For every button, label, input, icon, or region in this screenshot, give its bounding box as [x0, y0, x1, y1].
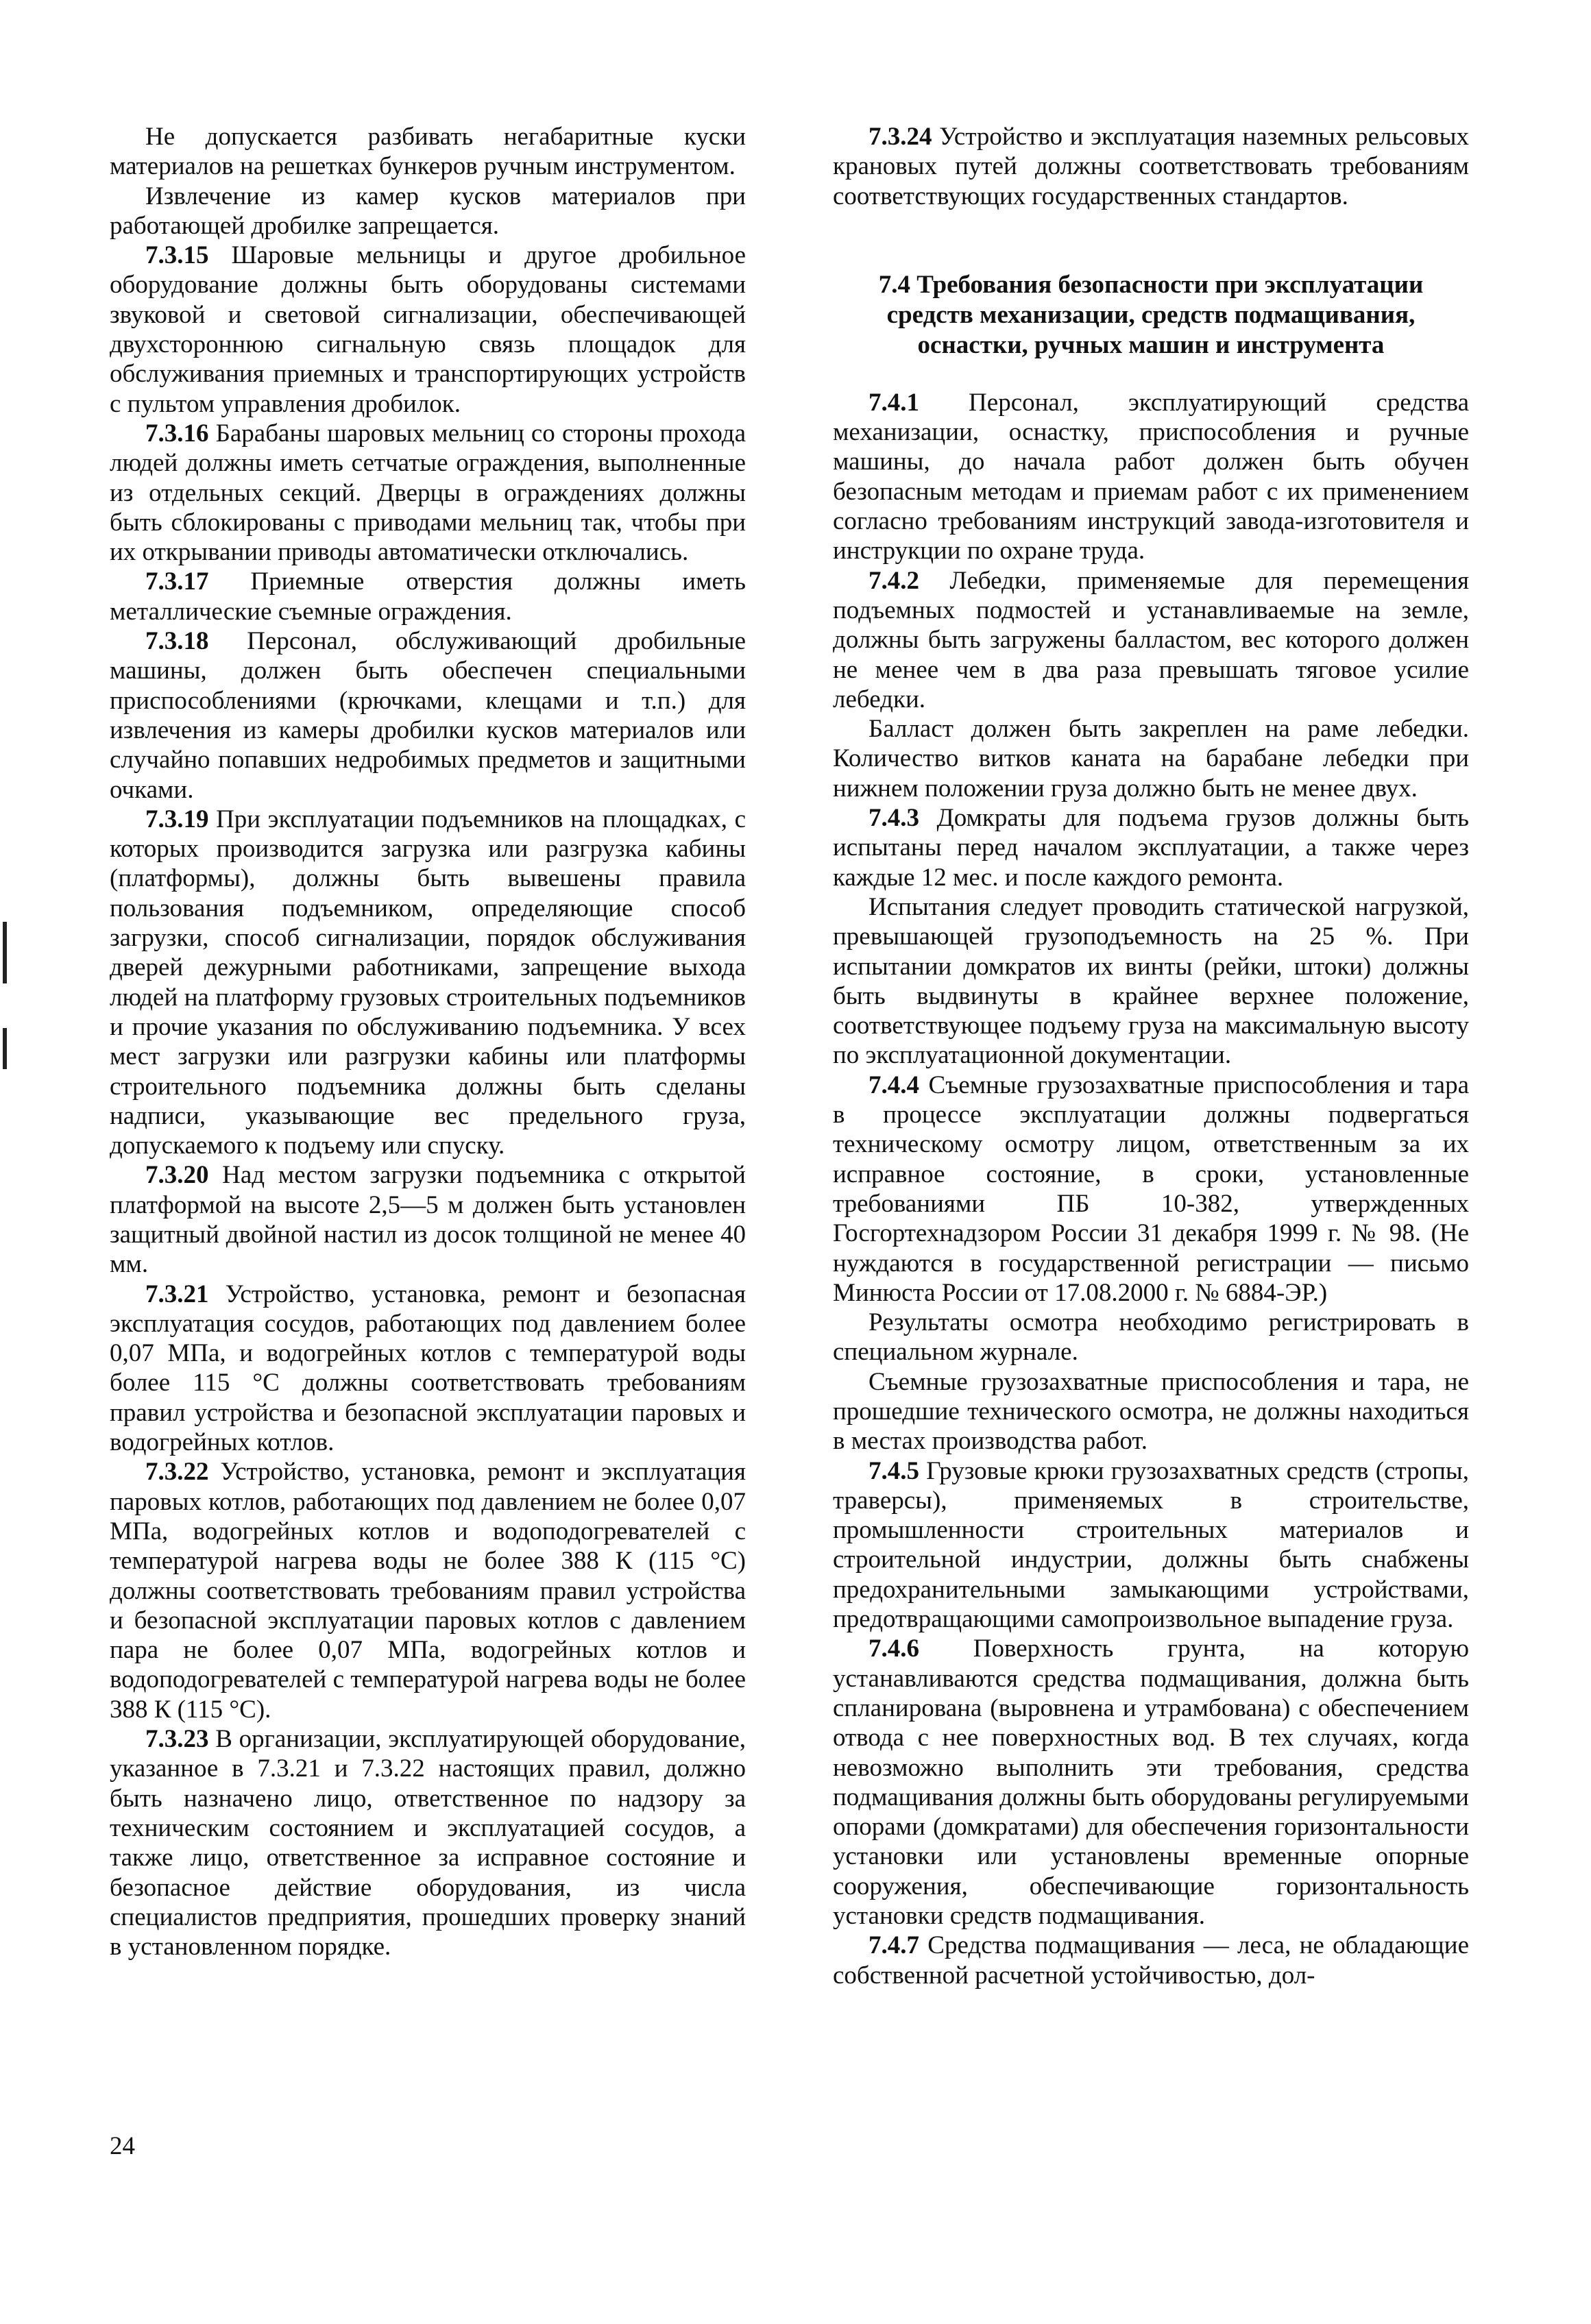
right-column-main: [833, 388, 1469, 1990]
paragraph-text: Персонал, эксплуатирующий средства механизации, оснастку, приспособления и ручные машины, до начала работ должен быть обучен безопасным методам и приемам работ с их применением согласно требованиям инструкций завода-изготовителя и инструкции по охране труда.: [833, 388, 1469, 565]
paragraph-text: Устройство, установка, ремонт и эксплуатация паровых котлов, работающих под давлением не более 0,07 МПа, водогрейных котлов и водоподогревателей с температурой нагрева воды не более 388 К (115 °С) должны соответствовать требованиям правил устройства и безопасной эксплуатации паровых котлов с давлением пара не более 0,07 МПа, водогрейных котлов и водоподогревателей с температурой нагрева воды не более 388 К (115 °С).: [110, 1458, 746, 1724]
paragraph-text: Результаты осмотра необходимо регистрировать в специальном журнале.: [833, 1308, 1469, 1367]
clause-paragraph: [110, 1724, 746, 1961]
clause-paragraph: [110, 626, 746, 805]
paragraph-text: При эксплуатации подъемников на площадках, с которых производится загрузка или разгрузка кабины (платформы), должны быть вывешены правила пользования подъемником, определяющие способ загрузки, способ сигнализации, порядок обслуживания дверей дежурными работниками, запрещение выхода людей на платформу грузовых строительных подъемников и прочие указания по обслуживанию подъемника. У всех мест загрузки или разгрузки кабины или платформы строительного подъемника должны быть сделаны надписи, указывающие вес предельного груза, допускаемого к подъему или спуску.: [110, 805, 746, 1160]
paragraph-text: Съемные грузозахватные приспособления и тара в процессе эксплуатации должны подвергаться техническому осмотру лицом, ответственным за их исправное состояние, в сроки, установленные требованиями ПБ 10-382, утвержденных Госгортехнадзором России 31 декабря 1999 г. № 98. (Не нуждаются в государственной регистрации — письмо Минюста России от 17.08.2000 г. № 6884-ЭР.): [833, 1071, 1469, 1307]
clause-paragraph: [110, 1280, 746, 1458]
right-column-top: [833, 122, 1469, 211]
body-paragraph: [833, 1308, 1469, 1367]
clause-paragraph: [110, 805, 746, 1161]
paragraph-text: Испытания следует проводить статической нагрузкой, превышающей грузоподъемность на 25 %. При испытании домкратов их винты (рейки, штоки) должны быть выдвинуты в крайнее верхнее положение, соответствующее подъему груза на максимальную высоту по эксплуатационной документации.: [833, 892, 1469, 1070]
clause-number: 7.4.6: [869, 1635, 919, 1663]
clause-number: 7.3.17: [145, 567, 209, 596]
body-paragraph: [110, 122, 746, 182]
clause-paragraph: [110, 1457, 746, 1724]
clause-number: 7.3.16: [145, 419, 209, 448]
clause-number: 7.4.3: [869, 804, 919, 833]
paragraph-text: Персонал, обслуживающий дробильные машины, должен быть обеспечен специальными приспособлениями (крючками, клещами и т.п.) для извлечения из камеры дробилки кусков материалов или случайно попавших недробимых предметов и защитными очками.: [110, 627, 746, 804]
clause-number: 7.3.19: [145, 805, 209, 833]
clause-number: 7.3.21: [145, 1280, 209, 1308]
paragraph-text: Грузовые крюки грузозахватных средств (стропы, траверсы), применяемых в строительстве, промышленности строительных материалов и строительной индустрии, должны быть снабжены предохранительными замыкающими устройствами, предотвращающими самопроизвольное выпадение груза.: [833, 1456, 1469, 1634]
clause-paragraph: [110, 419, 746, 567]
clause-paragraph: [833, 388, 1469, 566]
clause-paragraph: [833, 803, 1469, 892]
clause-paragraph: [833, 1634, 1469, 1931]
clause-number: 7.3.15: [145, 241, 209, 270]
right-column: [833, 122, 1469, 1990]
body-paragraph: [833, 714, 1469, 803]
clause-paragraph: [110, 241, 746, 419]
body-paragraph: [833, 1367, 1469, 1456]
clause-number: 7.3.24: [869, 123, 932, 151]
scan-edge-mark: [3, 1028, 7, 1069]
paragraph-text: Средства подмащивания — леса, не обладающие собственной расчетной устойчивостью, дол-: [833, 1931, 1469, 1990]
paragraph-text: Устройство, установка, ремонт и безопасная эксплуатация сосудов, работающих под давлением более 0,07 МПа, и водогрейных котлов с температурой воды более 115 °С должны соответствовать требованиям правил устройства и безопасной эксплуатации паровых и водогрейных котлов.: [110, 1280, 746, 1457]
clause-paragraph: [833, 1931, 1469, 1990]
clause-number: 7.4.1: [869, 388, 919, 417]
paragraph-text: В организации, эксплуатирующей оборудование, указанное в 7.3.21 и 7.3.22 настоящих правил, должно быть назначено лицо, ответственное по надзору за техническим состоянием и эксплуатацией сосудов, а также лицо, ответственное за исправное состояние и безопасное действие оборудования, из числа специалистов предприятия, прошедших проверку знаний в установленном порядке.: [110, 1725, 746, 1961]
paragraph-text: Шаровые мельницы и другое дробильное оборудование должны быть оборудованы системами звуковой и световой сигнализации, обеспечивающей двухстороннюю сигнальную связь площадок для обслуживания приемных и транспортирующих устройств с пультом управления дробилок.: [110, 241, 746, 418]
clause-number: 7.3.18: [145, 627, 209, 656]
paragraph-text: Извлечение из камер кусков материалов при работающей дробилке запрещается.: [110, 182, 746, 240]
paragraph-text: Балласт должен быть закреплен на раме лебедки. Количество витков каната на барабане лебедки при нижнем положении груза должно быть не менее двух.: [833, 715, 1469, 803]
clause-number: 7.4.4: [869, 1071, 919, 1099]
clause-paragraph: [110, 1160, 746, 1279]
clause-paragraph: [833, 566, 1469, 714]
section-heading: 7.4 Требования безопасности при эксплуатации средств механизации, средств подмащивания, оснастки, ручных машин и инструмента: [878, 270, 1424, 359]
page-number: 24: [110, 2132, 135, 2160]
paragraph-text: Лебедки, применяемые для перемещения подъемных подмостей и устанавливаемые на земле, должны быть загружены балластом, вес которого должен не менее чем в два раза превышать тяговое усилие лебедки.: [833, 566, 1469, 713]
body-paragraph: [833, 892, 1469, 1071]
clause-number: 7.3.20: [145, 1161, 209, 1190]
clause-paragraph: [833, 1071, 1469, 1308]
clause-paragraph: [833, 1456, 1469, 1635]
clause-paragraph: [833, 122, 1469, 211]
paragraph-text: Устройство и эксплуатация наземных рельсовых крановых путей должны соответствовать требованиям соответствующих государственных стандартов.: [833, 123, 1469, 210]
body-paragraph: [110, 182, 746, 241]
paragraph-text: Съемные грузозахватные приспособления и тара, не прошедшие технического осмотра, не должны находиться в местах производства работ.: [833, 1367, 1469, 1456]
clause-number: 7.3.22: [145, 1458, 209, 1487]
clause-number: 7.4.2: [869, 566, 919, 595]
paragraph-text: Приемные отверстия должны иметь металлические съемные ограждения.: [110, 567, 746, 626]
clause-number: 7.4.7: [869, 1931, 919, 1960]
clause-paragraph: [110, 567, 746, 626]
paragraph-text: Не допускается разбивать негабаритные куски материалов на решетках бункеров ручным инструментом.: [110, 123, 746, 181]
clause-number: 7.3.23: [145, 1725, 209, 1754]
scan-edge-mark: [3, 922, 7, 983]
clause-number: 7.4.5: [869, 1456, 919, 1485]
paragraph-text: Барабаны шаровых мельниц со стороны прохода людей должны иметь сетчатые ограждения, выполненные из отдельных секций. Дверцы в ограждениях должны быть сблокированы с приводами мельниц так, чтобы при их открывании приводы автоматически отключались.: [110, 419, 746, 567]
left-column: [110, 122, 746, 1961]
paragraph-text: Домкраты для подъема грузов должны быть испытаны перед началом эксплуатации, а также через каждые 12 мес. и после каждого ремонта.: [833, 804, 1469, 892]
paragraph-text: Поверхность грунта, на которую устанавливаются средства подмащивания, должна быть спланирована (выровнена и утрамбована) с обеспечением отвода с нее поверхностных вод. В тех случаях, когда невозможно выполнить эти требования, средства подмащивания должны быть оборудованы регулируемыми опорами (домкратами) для обеспечения горизонтальности установки или установлены временные опорные сооружения, обеспечивающие горизонтальность установки средств подмащивания.: [833, 1635, 1469, 1931]
paragraph-text: Над местом загрузки подъемника с открытой платформой на высоте 2,5—5 м должен быть установлен защитный двойной настил из досок толщиной не менее 40 мм.: [110, 1161, 746, 1279]
